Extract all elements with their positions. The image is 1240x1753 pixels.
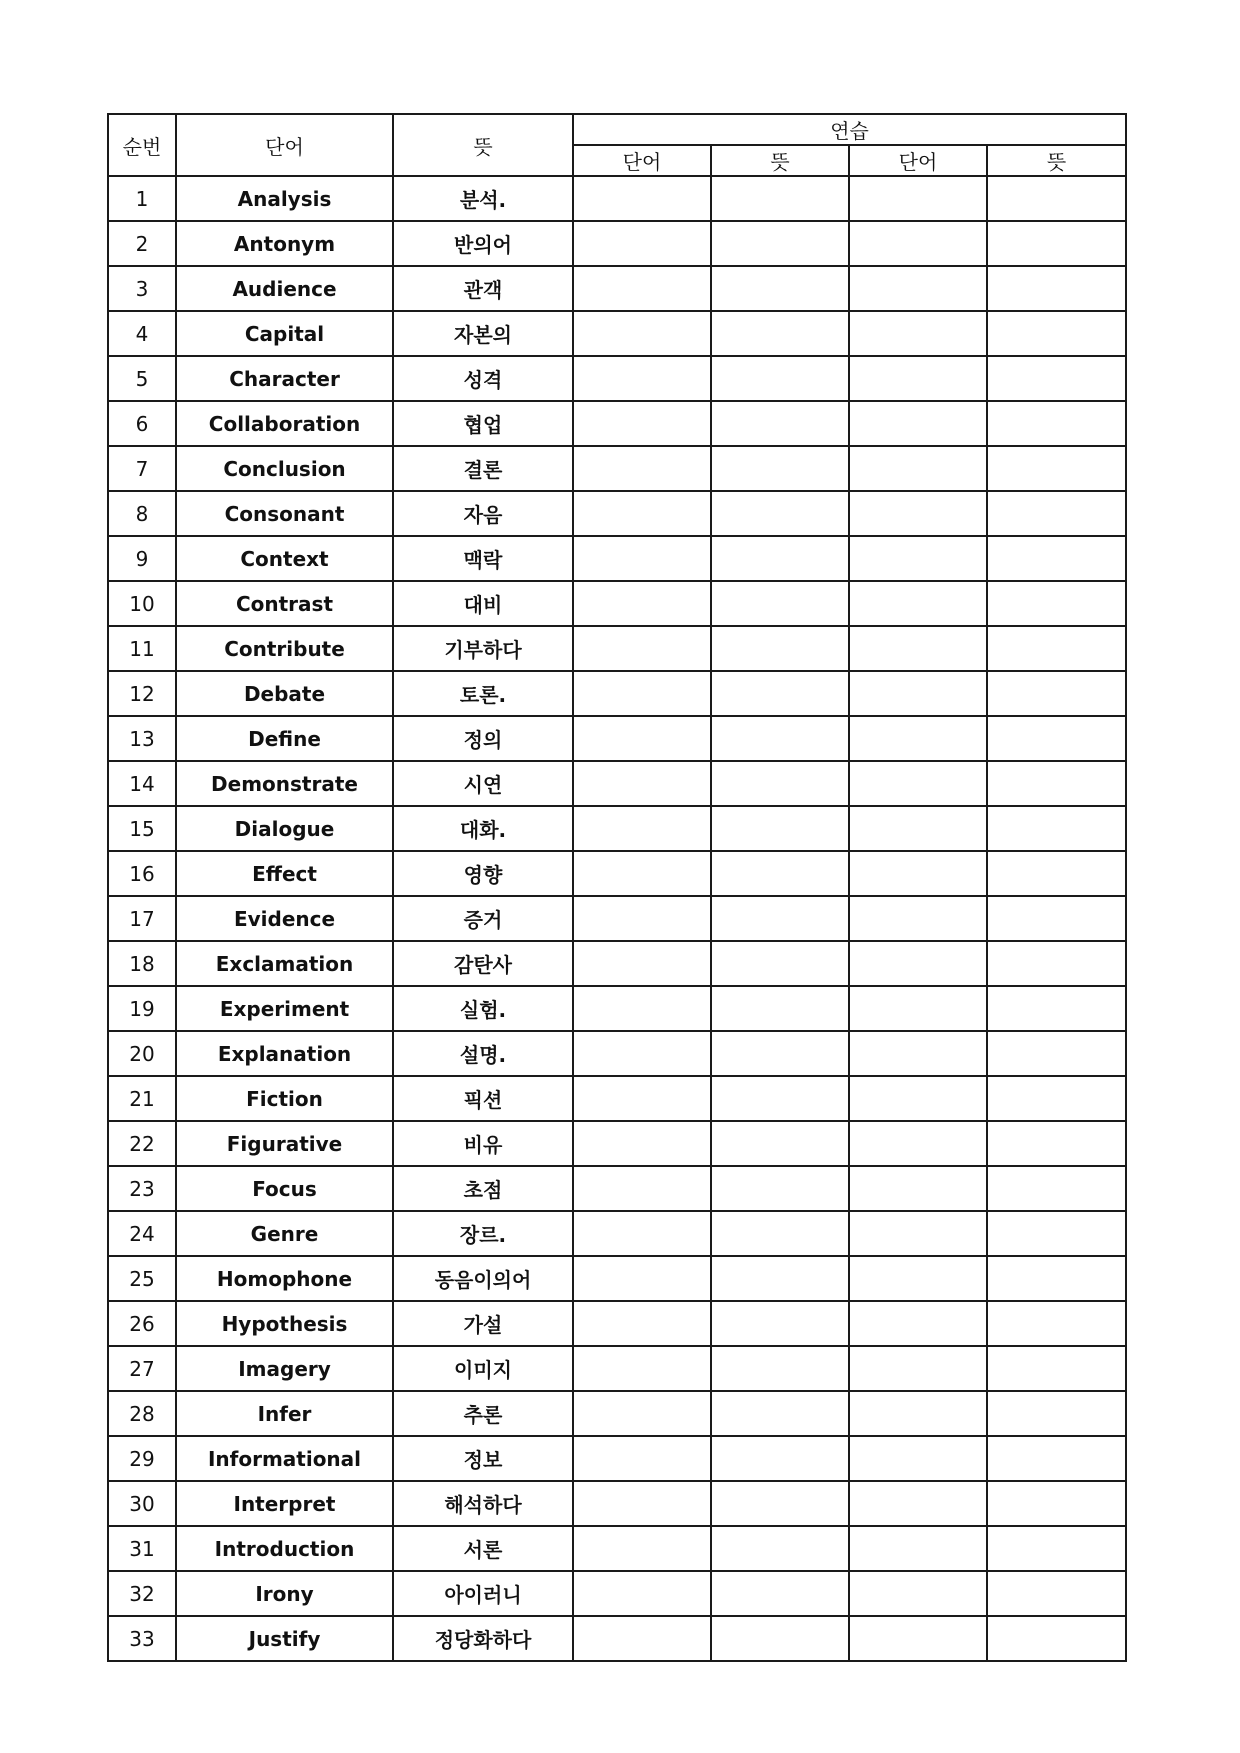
table-row [108, 941, 1126, 986]
row-number: 29 [108, 1436, 176, 1481]
table-row [108, 626, 1126, 671]
practice-meaning-1-cell[interactable] [711, 536, 849, 581]
row-number: 17 [108, 896, 176, 941]
practice-word-1-cell[interactable] [573, 266, 711, 311]
row-meaning: 추론 [393, 1391, 573, 1436]
table-row [108, 356, 1126, 401]
practice-word-2-cell[interactable] [849, 1571, 987, 1616]
row-number: 15 [108, 806, 176, 851]
practice-word-1-cell[interactable] [573, 1616, 711, 1661]
practice-meaning-1-cell[interactable] [711, 1256, 849, 1301]
practice-meaning-1-cell[interactable] [711, 1391, 849, 1436]
practice-meaning-1-cell[interactable] [711, 761, 849, 806]
table-body [108, 176, 1126, 1661]
practice-word-1-cell[interactable] [573, 1256, 711, 1301]
practice-word-2-cell[interactable] [849, 1121, 987, 1166]
practice-word-2-cell[interactable] [849, 1166, 987, 1211]
table-row [108, 761, 1126, 806]
practice-word-1-cell[interactable] [573, 536, 711, 581]
practice-word-1-cell[interactable] [573, 221, 711, 266]
row-word: Consonant [176, 491, 393, 536]
row-number: 20 [108, 1031, 176, 1076]
practice-word-2-cell[interactable] [849, 626, 987, 671]
practice-word-2-cell[interactable] [849, 896, 987, 941]
practice-word-2-cell[interactable] [849, 1301, 987, 1346]
row-word: Exclamation [176, 941, 393, 986]
practice-meaning-1-cell[interactable] [711, 851, 849, 896]
practice-word-2-cell[interactable] [849, 581, 987, 626]
row-word: Explanation [176, 1031, 393, 1076]
header-practice-word-2: 단어 [849, 145, 987, 176]
practice-meaning-1-cell[interactable] [711, 1571, 849, 1616]
row-meaning: 이미지 [393, 1346, 573, 1391]
practice-meaning-1-cell[interactable] [711, 1526, 849, 1571]
practice-word-1-cell[interactable] [573, 626, 711, 671]
practice-meaning-2-cell[interactable] [987, 1616, 1126, 1661]
row-meaning: 해석하다 [393, 1481, 573, 1526]
row-word: Demonstrate [176, 761, 393, 806]
row-number: 7 [108, 446, 176, 491]
row-meaning: 초점 [393, 1166, 573, 1211]
row-word: Effect [176, 851, 393, 896]
row-word: Imagery [176, 1346, 393, 1391]
practice-word-2-cell[interactable] [849, 1526, 987, 1571]
practice-meaning-2-cell[interactable] [987, 311, 1126, 356]
row-number: 18 [108, 941, 176, 986]
row-word: Justify [176, 1616, 393, 1661]
practice-word-2-cell[interactable] [849, 941, 987, 986]
row-word: Hypothesis [176, 1301, 393, 1346]
row-meaning: 분석. [393, 176, 573, 221]
practice-word-1-cell[interactable] [573, 401, 711, 446]
practice-word-2-cell[interactable] [849, 851, 987, 896]
table-row [108, 491, 1126, 536]
practice-word-1-cell[interactable] [573, 1121, 711, 1166]
row-meaning: 대화. [393, 806, 573, 851]
practice-meaning-2-cell[interactable] [987, 221, 1126, 266]
practice-meaning-2-cell[interactable] [987, 356, 1126, 401]
row-word: Homophone [176, 1256, 393, 1301]
practice-word-1-cell[interactable] [573, 1481, 711, 1526]
row-number: 5 [108, 356, 176, 401]
row-number: 33 [108, 1616, 176, 1661]
row-meaning: 픽션 [393, 1076, 573, 1121]
table-row [108, 1571, 1126, 1616]
row-word: Contrast [176, 581, 393, 626]
practice-word-2-cell[interactable] [849, 311, 987, 356]
row-word: Define [176, 716, 393, 761]
practice-word-1-cell[interactable] [573, 1211, 711, 1256]
table-row [108, 311, 1126, 356]
row-number: 25 [108, 1256, 176, 1301]
row-meaning: 증거 [393, 896, 573, 941]
row-meaning: 설명. [393, 1031, 573, 1076]
table-row [108, 1121, 1126, 1166]
row-meaning: 서론 [393, 1526, 573, 1571]
practice-meaning-1-cell[interactable] [711, 1076, 849, 1121]
practice-word-1-cell[interactable] [573, 311, 711, 356]
practice-word-2-cell[interactable] [849, 806, 987, 851]
practice-meaning-2-cell[interactable] [987, 446, 1126, 491]
table-row [108, 1211, 1126, 1256]
practice-meaning-1-cell[interactable] [711, 356, 849, 401]
practice-meaning-1-cell[interactable] [711, 671, 849, 716]
practice-word-1-cell[interactable] [573, 176, 711, 221]
practice-meaning-2-cell[interactable] [987, 1031, 1126, 1076]
row-word: Irony [176, 1571, 393, 1616]
vocabulary-table [107, 113, 1127, 1662]
row-word: Capital [176, 311, 393, 356]
practice-meaning-2-cell[interactable] [987, 536, 1126, 581]
row-word: Analysis [176, 176, 393, 221]
practice-word-2-cell[interactable] [849, 1481, 987, 1526]
practice-meaning-2-cell[interactable] [987, 266, 1126, 311]
practice-word-2-cell[interactable] [849, 1211, 987, 1256]
row-number: 1 [108, 176, 176, 221]
practice-meaning-1-cell[interactable] [711, 1436, 849, 1481]
row-meaning: 자음 [393, 491, 573, 536]
practice-word-2-cell[interactable] [849, 1076, 987, 1121]
practice-word-1-cell[interactable] [573, 1346, 711, 1391]
practice-meaning-1-cell[interactable] [711, 176, 849, 221]
table-row [108, 401, 1126, 446]
practice-word-2-cell[interactable] [849, 356, 987, 401]
practice-meaning-1-cell[interactable] [711, 1211, 849, 1256]
row-meaning: 자본의 [393, 311, 573, 356]
row-meaning: 아이러니 [393, 1571, 573, 1616]
practice-word-1-cell[interactable] [573, 716, 711, 761]
practice-meaning-2-cell[interactable] [987, 491, 1126, 536]
practice-meaning-1-cell[interactable] [711, 941, 849, 986]
practice-meaning-2-cell[interactable] [987, 1571, 1126, 1616]
practice-meaning-1-cell[interactable] [711, 1121, 849, 1166]
row-meaning: 장르. [393, 1211, 573, 1256]
row-meaning: 동음이의어 [393, 1256, 573, 1301]
table-row [108, 1436, 1126, 1481]
header-no: 순번 [108, 114, 176, 176]
table-row [108, 536, 1126, 581]
practice-word-1-cell[interactable] [573, 356, 711, 401]
row-number: 26 [108, 1301, 176, 1346]
row-word: Character [176, 356, 393, 401]
practice-word-1-cell[interactable] [573, 1301, 711, 1346]
practice-meaning-1-cell[interactable] [711, 806, 849, 851]
practice-meaning-2-cell[interactable] [987, 581, 1126, 626]
table-row [108, 1391, 1126, 1436]
table-row [108, 1481, 1126, 1526]
row-meaning: 기부하다 [393, 626, 573, 671]
row-meaning: 정의 [393, 716, 573, 761]
row-meaning: 토론. [393, 671, 573, 716]
practice-word-1-cell[interactable] [573, 1436, 711, 1481]
row-number: 32 [108, 1571, 176, 1616]
row-word: Contribute [176, 626, 393, 671]
practice-word-1-cell[interactable] [573, 806, 711, 851]
table-row [108, 986, 1126, 1031]
row-word: Interpret [176, 1481, 393, 1526]
row-number: 23 [108, 1166, 176, 1211]
practice-meaning-1-cell[interactable] [711, 446, 849, 491]
row-number: 28 [108, 1391, 176, 1436]
row-word: Collaboration [176, 401, 393, 446]
practice-word-1-cell[interactable] [573, 941, 711, 986]
practice-word-2-cell[interactable] [849, 986, 987, 1031]
table-row [108, 1031, 1126, 1076]
practice-meaning-2-cell[interactable] [987, 1256, 1126, 1301]
practice-meaning-1-cell[interactable] [711, 491, 849, 536]
row-number: 8 [108, 491, 176, 536]
table-row [108, 851, 1126, 896]
header-practice-meaning-1: 뜻 [711, 145, 849, 176]
table-row [108, 1256, 1126, 1301]
row-number: 31 [108, 1526, 176, 1571]
practice-word-2-cell[interactable] [849, 536, 987, 581]
row-meaning: 가설 [393, 1301, 573, 1346]
practice-meaning-1-cell[interactable] [711, 986, 849, 1031]
practice-meaning-2-cell[interactable] [987, 1436, 1126, 1481]
table-row [108, 1076, 1126, 1121]
practice-meaning-2-cell[interactable] [987, 851, 1126, 896]
row-meaning: 정당화하다 [393, 1616, 573, 1661]
row-word: Debate [176, 671, 393, 716]
practice-word-1-cell[interactable] [573, 1076, 711, 1121]
practice-meaning-2-cell[interactable] [987, 1301, 1126, 1346]
row-meaning: 맥락 [393, 536, 573, 581]
row-meaning: 결론 [393, 446, 573, 491]
practice-word-2-cell[interactable] [849, 221, 987, 266]
row-word: Infer [176, 1391, 393, 1436]
row-number: 24 [108, 1211, 176, 1256]
practice-word-1-cell[interactable] [573, 1031, 711, 1076]
practice-meaning-2-cell[interactable] [987, 671, 1126, 716]
practice-meaning-2-cell[interactable] [987, 401, 1126, 446]
row-word: Audience [176, 266, 393, 311]
practice-meaning-2-cell[interactable] [987, 806, 1126, 851]
row-number: 11 [108, 626, 176, 671]
table-row [108, 896, 1126, 941]
row-number: 4 [108, 311, 176, 356]
practice-meaning-1-cell[interactable] [711, 311, 849, 356]
practice-meaning-2-cell[interactable] [987, 1076, 1126, 1121]
row-number: 10 [108, 581, 176, 626]
row-word: Focus [176, 1166, 393, 1211]
practice-meaning-1-cell[interactable] [711, 1301, 849, 1346]
practice-meaning-1-cell[interactable] [711, 1481, 849, 1526]
row-word: Evidence [176, 896, 393, 941]
header-practice-meaning-2: 뜻 [987, 145, 1126, 176]
table-row [108, 581, 1126, 626]
practice-word-2-cell[interactable] [849, 446, 987, 491]
row-number: 3 [108, 266, 176, 311]
row-number: 30 [108, 1481, 176, 1526]
table-row [108, 221, 1126, 266]
practice-word-2-cell[interactable] [849, 716, 987, 761]
row-meaning: 시연 [393, 761, 573, 806]
practice-meaning-1-cell[interactable] [711, 266, 849, 311]
row-number: 21 [108, 1076, 176, 1121]
row-number: 6 [108, 401, 176, 446]
table-row [108, 266, 1126, 311]
practice-word-2-cell[interactable] [849, 491, 987, 536]
row-word: Figurative [176, 1121, 393, 1166]
practice-meaning-2-cell[interactable] [987, 716, 1126, 761]
row-number: 14 [108, 761, 176, 806]
header-practice-word-1: 단어 [573, 145, 711, 176]
practice-meaning-2-cell[interactable] [987, 176, 1126, 221]
row-word: Genre [176, 1211, 393, 1256]
row-number: 22 [108, 1121, 176, 1166]
practice-meaning-1-cell[interactable] [711, 401, 849, 446]
row-word: Context [176, 536, 393, 581]
practice-word-2-cell[interactable] [849, 1031, 987, 1076]
header-practice: 연습 [573, 114, 1126, 145]
practice-word-2-cell[interactable] [849, 1436, 987, 1481]
row-meaning: 영향 [393, 851, 573, 896]
table-header [108, 114, 1126, 176]
practice-meaning-1-cell[interactable] [711, 1031, 849, 1076]
table-row [108, 1616, 1126, 1661]
practice-word-1-cell[interactable] [573, 1391, 711, 1436]
table-row [108, 1346, 1126, 1391]
row-meaning: 반의어 [393, 221, 573, 266]
table-row [108, 671, 1126, 716]
practice-word-2-cell[interactable] [849, 176, 987, 221]
practice-word-1-cell[interactable] [573, 581, 711, 626]
row-word: Conclusion [176, 446, 393, 491]
row-word: Introduction [176, 1526, 393, 1571]
practice-word-1-cell[interactable] [573, 761, 711, 806]
table-row [108, 446, 1126, 491]
practice-word-2-cell[interactable] [849, 1391, 987, 1436]
row-number: 13 [108, 716, 176, 761]
practice-meaning-2-cell[interactable] [987, 1481, 1126, 1526]
table-row [108, 1166, 1126, 1211]
header-meaning: 뜻 [393, 114, 573, 176]
practice-word-1-cell[interactable] [573, 671, 711, 716]
practice-meaning-2-cell[interactable] [987, 761, 1126, 806]
table-row [108, 176, 1126, 221]
row-meaning: 대비 [393, 581, 573, 626]
row-word: Experiment [176, 986, 393, 1031]
practice-word-1-cell[interactable] [573, 986, 711, 1031]
practice-meaning-1-cell[interactable] [711, 1346, 849, 1391]
row-word: Dialogue [176, 806, 393, 851]
row-word: Antonym [176, 221, 393, 266]
practice-meaning-2-cell[interactable] [987, 986, 1126, 1031]
row-number: 16 [108, 851, 176, 896]
practice-meaning-2-cell[interactable] [987, 1526, 1126, 1571]
row-meaning: 관객 [393, 266, 573, 311]
row-meaning: 성격 [393, 356, 573, 401]
practice-word-1-cell[interactable] [573, 1166, 711, 1211]
row-number: 27 [108, 1346, 176, 1391]
table-row [108, 1526, 1126, 1571]
practice-word-2-cell[interactable] [849, 671, 987, 716]
practice-word-2-cell[interactable] [849, 266, 987, 311]
table-row [108, 716, 1126, 761]
practice-word-2-cell[interactable] [849, 761, 987, 806]
practice-word-1-cell[interactable] [573, 851, 711, 896]
practice-meaning-1-cell[interactable] [711, 896, 849, 941]
row-number: 19 [108, 986, 176, 1031]
practice-meaning-1-cell[interactable] [711, 221, 849, 266]
practice-word-1-cell[interactable] [573, 896, 711, 941]
row-number: 2 [108, 221, 176, 266]
practice-meaning-1-cell[interactable] [711, 716, 849, 761]
table-row [108, 806, 1126, 851]
row-word: Fiction [176, 1076, 393, 1121]
row-meaning: 협업 [393, 401, 573, 446]
row-number: 12 [108, 671, 176, 716]
practice-meaning-1-cell[interactable] [711, 1166, 849, 1211]
practice-meaning-2-cell[interactable] [987, 1121, 1126, 1166]
practice-meaning-2-cell[interactable] [987, 1391, 1126, 1436]
practice-meaning-2-cell[interactable] [987, 1211, 1126, 1256]
row-meaning: 정보 [393, 1436, 573, 1481]
practice-word-1-cell[interactable] [573, 446, 711, 491]
practice-meaning-2-cell[interactable] [987, 1166, 1126, 1211]
practice-word-2-cell[interactable] [849, 1616, 987, 1661]
practice-meaning-1-cell[interactable] [711, 581, 849, 626]
practice-meaning-1-cell[interactable] [711, 626, 849, 671]
header-word: 단어 [176, 114, 393, 176]
practice-word-1-cell[interactable] [573, 491, 711, 536]
row-number: 9 [108, 536, 176, 581]
row-word: Informational [176, 1436, 393, 1481]
practice-word-2-cell[interactable] [849, 1256, 987, 1301]
practice-meaning-2-cell[interactable] [987, 941, 1126, 986]
practice-word-1-cell[interactable] [573, 1526, 711, 1571]
row-meaning: 비유 [393, 1121, 573, 1166]
practice-meaning-1-cell[interactable] [711, 1616, 849, 1661]
table-row [108, 1301, 1126, 1346]
row-meaning: 감탄사 [393, 941, 573, 986]
vocabulary-sheet [107, 113, 1125, 1662]
practice-word-2-cell[interactable] [849, 1346, 987, 1391]
row-meaning: 실험. [393, 986, 573, 1031]
practice-word-2-cell[interactable] [849, 401, 987, 446]
practice-meaning-2-cell[interactable] [987, 1346, 1126, 1391]
practice-meaning-2-cell[interactable] [987, 626, 1126, 671]
practice-word-1-cell[interactable] [573, 1571, 711, 1616]
practice-meaning-2-cell[interactable] [987, 896, 1126, 941]
